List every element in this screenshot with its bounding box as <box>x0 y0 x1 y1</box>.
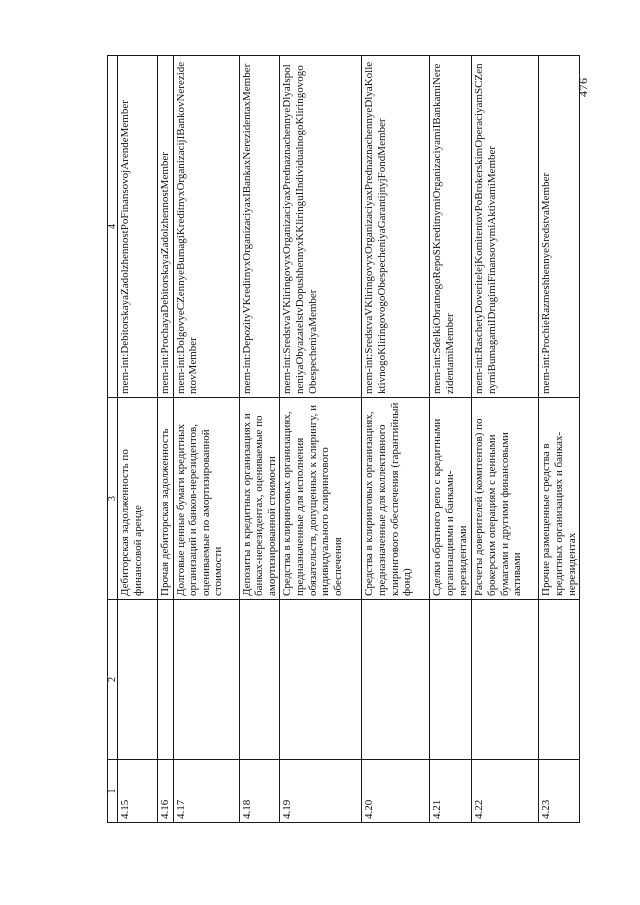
row-number: 4.21 <box>430 760 472 823</box>
page-number: 476 <box>576 77 590 97</box>
table-row <box>158 56 174 823</box>
row-element: mem-int:SredstvaVKliringovyxOrganizaciyaxPrednaznachennyeDlyaIspolneniyaObyazatelstvDopushhennyxKKliringuIIndividualnogoKliringovogoObespecheniyaMember <box>280 56 362 398</box>
row-name: Дебиторская задолженность по финансовой аренде <box>118 398 158 600</box>
elements-table <box>107 55 580 823</box>
row-element: mem-int:DebitorskayaZadolzhennostPoFinansovojArendeMember <box>118 56 158 398</box>
row-name: Сделки обратного репо с кредитными организациями и банками-нерезидентами <box>430 398 472 600</box>
row-number: 4.18 <box>239 760 280 823</box>
row-element: mem-int:RaschetyDoveritelejKomitentovPoBrokerskimOperaciyamSCZennymiBumagamiIDrugimiFinansovymiAktivamiMember <box>472 56 539 398</box>
row-name: Средства в клиринговых организациях, предназначенные для исполнения обязательств, допущенных к клирингу, и индивидуального клирингового обеспечения <box>280 398 362 600</box>
table-row <box>280 56 362 823</box>
row-code <box>239 600 280 760</box>
row-code <box>362 600 430 760</box>
row-code <box>539 600 580 760</box>
row-code <box>158 600 174 760</box>
row-number: 4.16 <box>158 760 174 823</box>
header-col-1: 1 <box>108 760 118 823</box>
header-col-3: 3 <box>108 398 118 600</box>
header-row <box>108 56 118 823</box>
row-number: 4.20 <box>362 760 430 823</box>
row-element: mem-int:SredstvaVKliringovyxOrganizaciyaxPrednaznachennyeDlyaKollektivnogoKliringovogoObespecheniyaGarantijnyjFondMember <box>362 56 430 398</box>
row-number: 4.19 <box>280 760 362 823</box>
row-name: Депозиты в кредитных организациях и банках-нерезидентах, оцениваемые по амортизированной стоимости <box>239 398 280 600</box>
table-row <box>539 56 580 823</box>
table-row <box>173 56 239 823</box>
row-code <box>118 600 158 760</box>
header-col-4: 4 <box>108 56 118 398</box>
row-element: mem-int:ProchayaDebitorskayaZadolzhennostMember <box>158 56 174 398</box>
table-body <box>118 56 580 823</box>
table-row <box>472 56 539 823</box>
row-code <box>430 600 472 760</box>
row-code <box>280 600 362 760</box>
row-number: 4.17 <box>173 760 239 823</box>
row-number: 4.22 <box>472 760 539 823</box>
row-element: mem-int:ProchieRazmeshhennyeSredstvaMember <box>539 56 580 398</box>
row-name: Прочие размещенные средства в кредитных организациях и банках-нерезидентах <box>539 398 580 600</box>
row-name: Средства в клиринговых организациях, предназначенные для коллективного клирингового обеспечения (гарантийный фонд) <box>362 398 430 600</box>
row-number: 4.15 <box>118 760 158 823</box>
row-number: 4.23 <box>539 760 580 823</box>
row-element: mem-int:DepozityVKreditnyxOrganizaciyaxIBankaxNerezidentaxMember <box>239 56 280 398</box>
table-row <box>118 56 158 823</box>
row-name: Прочая дебиторская задолженность <box>158 398 174 600</box>
header-col-2: 2 <box>108 600 118 760</box>
table-row <box>430 56 472 823</box>
table-row <box>239 56 280 823</box>
row-name: Долговые ценные бумаги кредитных организаций и банков-нерезидентов, оцениваемые по амортизированной стоимости <box>173 398 239 600</box>
row-element: mem-int:DolgovyeCZennyeBumagiKreditnyxOrganizacijIBankovNerezidentovMember <box>173 56 239 398</box>
row-name: Расчеты доверителей (комитентов) по брокерским операциям с ценными бумагами и другими финансовыми активами <box>472 398 539 600</box>
row-element: mem-int:SdelkiObratnogoRepoSKreditnymiOrganizaciyamiIBankamiNerezidentamiMember <box>430 56 472 398</box>
row-code <box>472 600 539 760</box>
row-code <box>173 600 239 760</box>
table-row <box>362 56 430 823</box>
